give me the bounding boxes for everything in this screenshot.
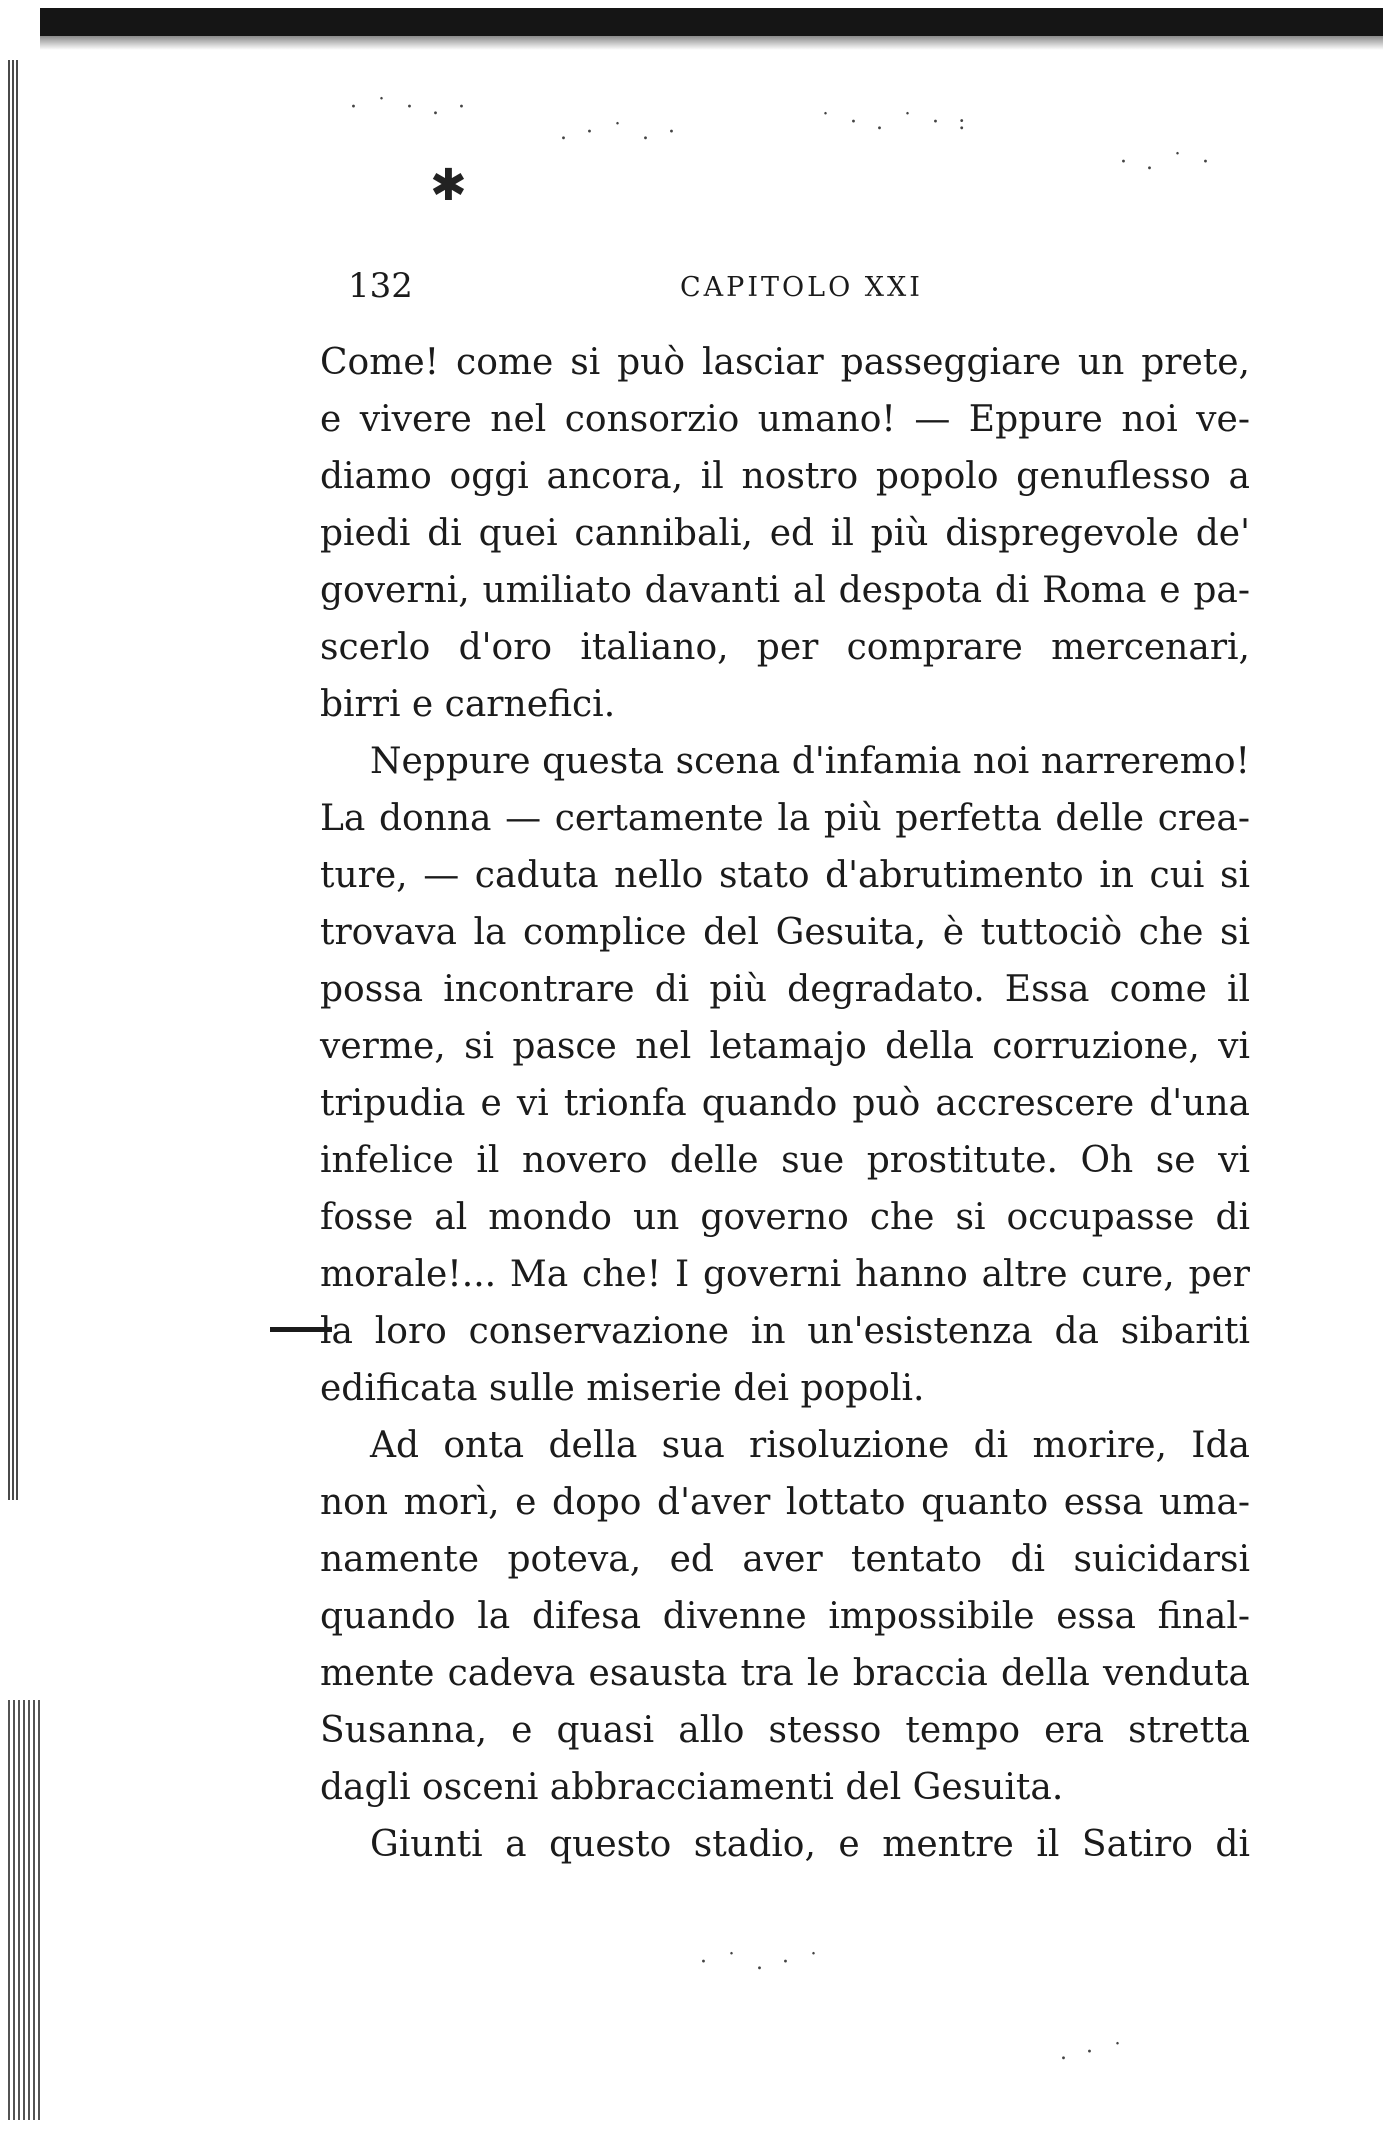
text-line: fosse al mondo un governo che si occupasse di [320, 1197, 1250, 1238]
text-line: scerlo d'oro italiano, per comprare mercenari, [320, 627, 1250, 668]
ink-blot-ornament: ✱ [430, 160, 467, 211]
paragraph [320, 334, 1250, 733]
text-line: verme, si pasce nel letamajo della corruzione, vi [320, 1026, 1250, 1067]
text-line: diamo oggi ancora, il nostro popolo genuflesso a [320, 456, 1250, 497]
paragraph [320, 733, 1250, 1417]
scan-speckle: · ˙ · . · [350, 95, 471, 120]
text-line: morale!... Ma che! I governi hanno altre cure, per [320, 1254, 1250, 1295]
text-line: ture, — caduta nello stato d'abrutimento in cui si [320, 855, 1250, 896]
text-line: piedi di quei cannibali, ed il più dispregevole de' [320, 513, 1250, 554]
text-line: e vivere nel consorzio umano! — Eppure noi ve- [320, 399, 1250, 440]
text-line: birri e carnefici. [320, 684, 616, 725]
page-header [320, 266, 1260, 316]
text-line: Come! come si può lasciar passeggiare un prete, [320, 342, 1250, 383]
scan-top-border [40, 8, 1383, 36]
text-line: trovava la complice del Gesuita, è tuttociò che si [320, 912, 1250, 953]
scan-speckle: · ˙ . · ˙ [700, 1950, 825, 1975]
text-line: la loro conservazione in un'esistenza da sibariti [320, 1311, 1250, 1352]
text-line: Ad onta della sua risoluzione di morire, Ida [370, 1425, 1250, 1466]
text-line: non morì, e dopo d'aver lottato quanto essa uma- [320, 1482, 1250, 1523]
body-text [320, 334, 1250, 1873]
scan-speckle: · . ˙ · [1120, 150, 1215, 175]
text-line: Neppure questa scena d'infamia noi narreremo! [370, 741, 1250, 782]
page-number: 132 [348, 266, 413, 306]
text-line: La donna — certamente la più perfetta delle crea- [320, 798, 1250, 839]
text-line: governi, umiliato davanti al despota di Roma e pa- [320, 570, 1250, 611]
scan-top-shadow [40, 36, 1383, 50]
running-chapter-title: CAPITOLO XXI [680, 272, 923, 303]
text-line: edificata sulle miserie dei popoli. [320, 1368, 925, 1409]
text-line: namente poteva, ed aver tentato di suicidarsi [320, 1539, 1250, 1580]
scan-speckle: . · ˙ . · [560, 120, 681, 145]
text-line: quando la difesa divenne impossibile essa final- [320, 1596, 1250, 1637]
text-line: tripudia e vi trionfa quando può accrescere d'una [320, 1083, 1250, 1124]
scan-speckle: ˙ · . ˙ · : [820, 110, 972, 135]
text-line: Susanna, e quasi allo stesso tempo era stretta [320, 1710, 1250, 1751]
text-line: infelice il novero delle sue prostitute. Oh se vi [320, 1140, 1250, 1181]
scan-binding-edge-lower [8, 1700, 42, 2120]
scan-binding-edge [8, 60, 18, 1500]
text-line: mente cadeva esausta tra le braccia della venduta [320, 1653, 1250, 1694]
text-line: Giunti a questo stadio, e mentre il Satiro di [370, 1824, 1250, 1865]
paragraph [320, 1816, 1250, 1873]
scan-speckle: . · ˙ [1060, 2040, 1129, 2065]
paragraph [320, 1417, 1250, 1816]
text-line: dagli osceni abbracciamenti del Gesuita. [320, 1767, 1064, 1808]
text-line: possa incontrare di più degradato. Essa come il [320, 969, 1250, 1010]
